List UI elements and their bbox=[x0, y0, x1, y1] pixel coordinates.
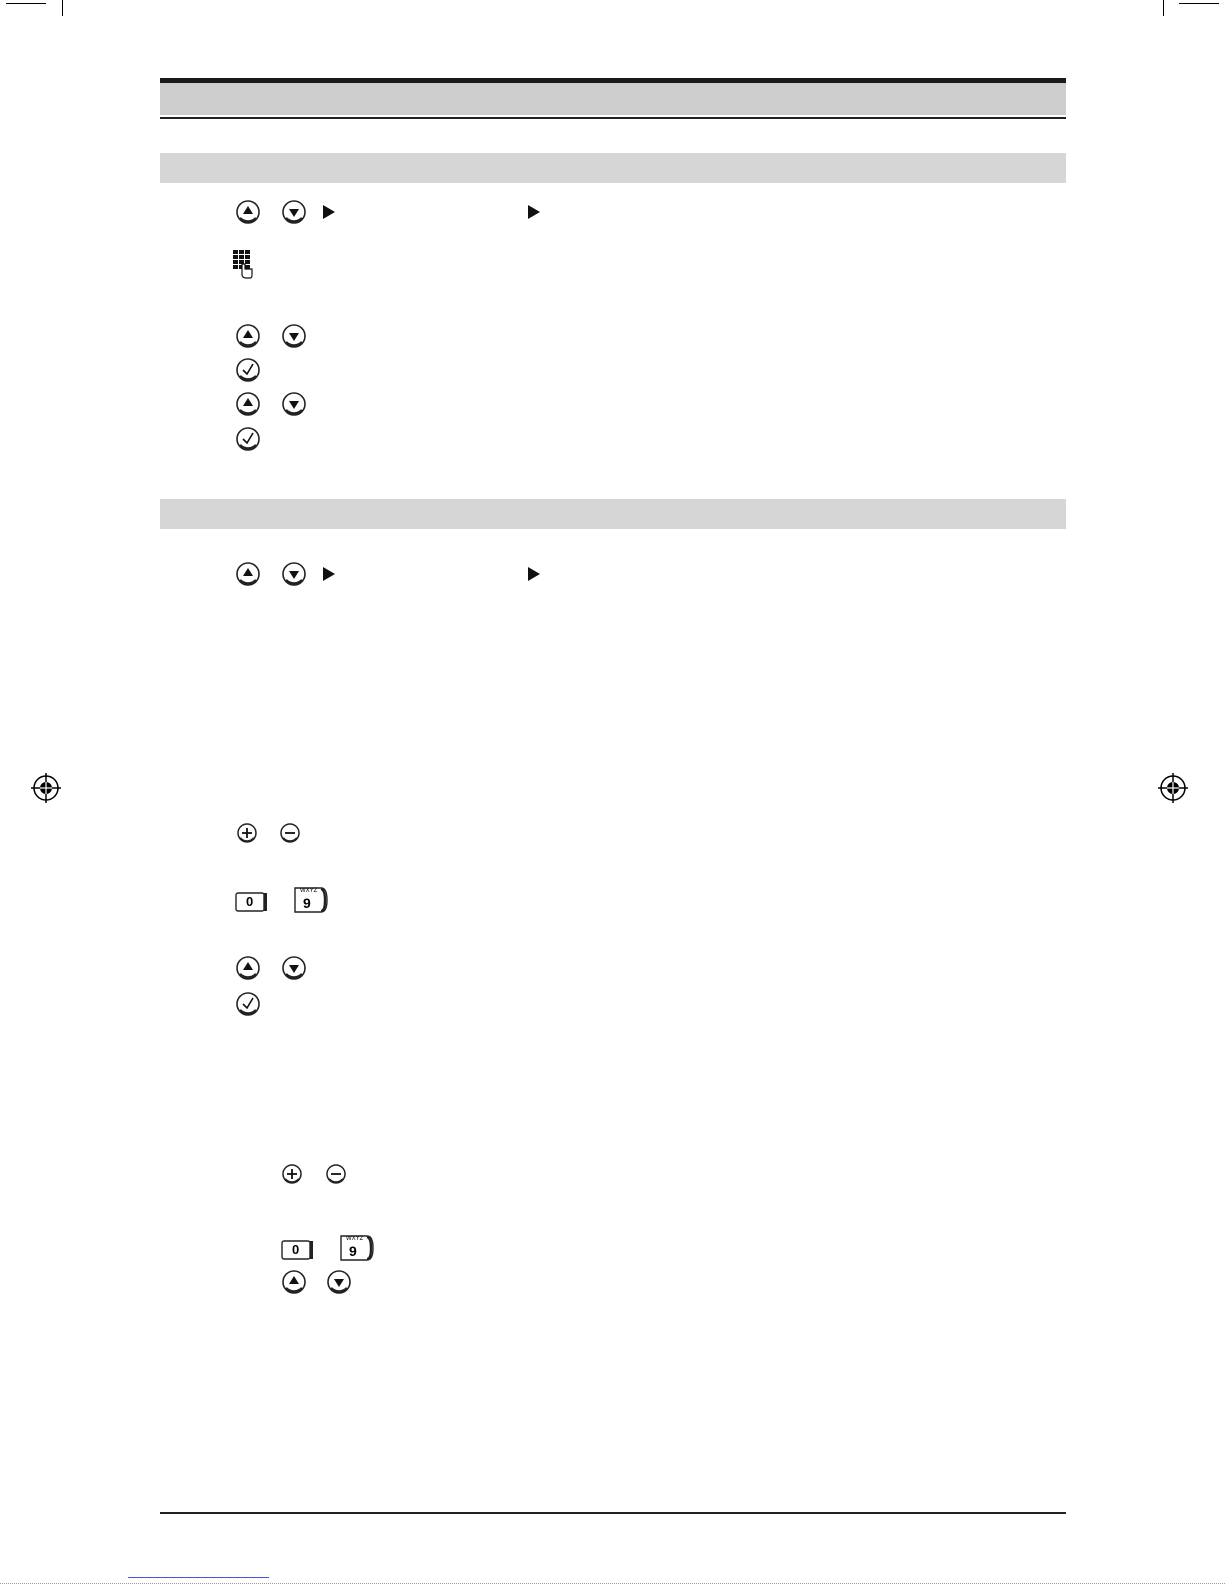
footer-rule bbox=[160, 1512, 1066, 1514]
nav-up-icon bbox=[235, 561, 261, 587]
keypad-icon bbox=[233, 250, 253, 280]
nav-down-icon bbox=[281, 561, 307, 587]
crop-mark-top-right-v bbox=[1163, 0, 1164, 16]
ok-check-icon bbox=[235, 426, 261, 452]
arrow-right-icon bbox=[528, 205, 540, 219]
arrow-right-icon bbox=[323, 205, 335, 219]
plus-icon bbox=[281, 1163, 303, 1185]
page-edge-dotted-line bbox=[0, 1583, 1225, 1584]
registration-mark-left bbox=[30, 772, 62, 804]
bottom-link-underline bbox=[128, 1577, 269, 1578]
minus-icon bbox=[325, 1163, 347, 1185]
nav-down-icon bbox=[281, 955, 307, 981]
nav-down-icon bbox=[281, 323, 307, 349]
nav-up-icon bbox=[235, 391, 261, 417]
section-2-heading bbox=[160, 499, 1066, 529]
key-0-label: 0 bbox=[246, 894, 254, 909]
nav-up-icon bbox=[235, 323, 261, 349]
arrow-right-icon bbox=[323, 567, 335, 581]
section-1-heading bbox=[160, 153, 1066, 183]
nav-down-icon bbox=[281, 199, 307, 225]
crop-mark-top-left bbox=[6, 3, 46, 4]
nav-up-icon bbox=[235, 199, 261, 225]
ok-check-icon bbox=[235, 357, 261, 383]
key-9-label: 9 bbox=[349, 1243, 357, 1259]
minus-icon bbox=[279, 822, 301, 844]
key-9-letters: WXYZ bbox=[346, 1236, 364, 1242]
crop-mark-top-right bbox=[1179, 3, 1219, 4]
nav-up-icon bbox=[235, 955, 261, 981]
key-9-label: 9 bbox=[303, 895, 311, 911]
nav-down-icon bbox=[281, 391, 307, 417]
header-bottom-rule bbox=[160, 117, 1066, 119]
registration-mark-right bbox=[1157, 772, 1189, 804]
key-0-label: 0 bbox=[292, 1242, 300, 1257]
key-0-icon bbox=[281, 1239, 315, 1261]
nav-up-icon bbox=[281, 1269, 307, 1295]
header-band bbox=[160, 83, 1066, 115]
nav-down-icon bbox=[326, 1269, 352, 1295]
key-0-icon bbox=[235, 891, 269, 913]
ok-check-icon bbox=[235, 991, 261, 1017]
crop-mark-top-left-v bbox=[62, 0, 63, 16]
key-9-icon bbox=[294, 885, 330, 915]
plus-icon bbox=[236, 822, 258, 844]
arrow-right-icon bbox=[528, 567, 540, 581]
key-9-icon bbox=[340, 1233, 376, 1263]
key-9-letters: WXYZ bbox=[300, 888, 318, 894]
